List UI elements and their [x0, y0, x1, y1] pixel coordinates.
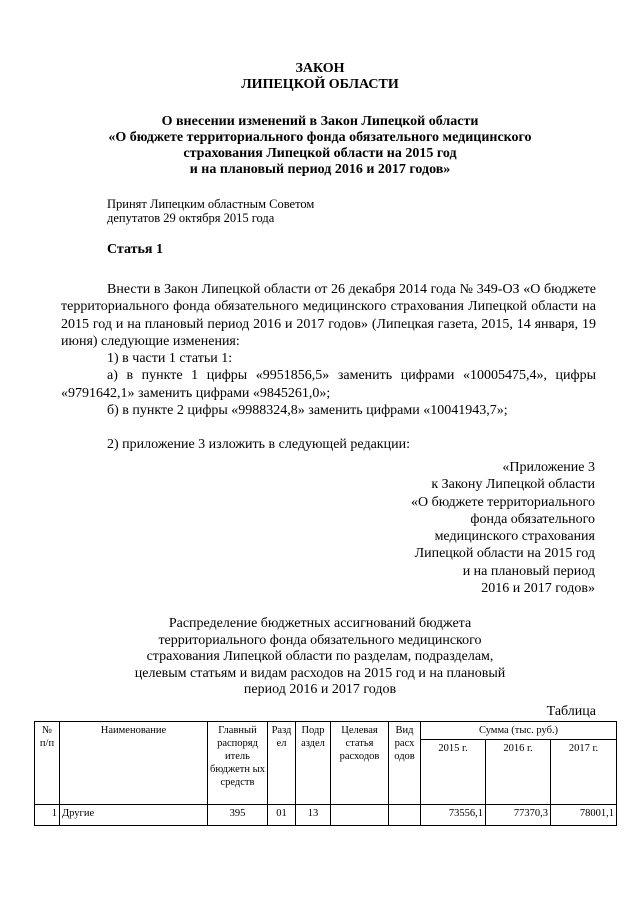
cell-section: 01: [268, 805, 296, 826]
header-2016: 2016 г.: [486, 740, 551, 805]
adoption-note: [107, 197, 314, 225]
header-subsection: Подр аздел: [296, 722, 331, 805]
adoption-line1: Принят Липецким областным Советом: [107, 197, 315, 211]
appendix-line7: и на плановый период: [462, 563, 595, 579]
law-subtitle-line2: «О бюджете территориального фонда обязательного медицинского: [108, 130, 532, 145]
header-chief: Главный распоряд итель бюджетн ых средств: [208, 722, 268, 805]
article-body: [61, 281, 596, 454]
distribution-line1: Распределение бюджетных ассигнований бюджета: [168, 616, 472, 631]
cell-kind: [389, 805, 421, 826]
article-item-2: 2) приложение 3 изложить в следующей редакции:: [107, 437, 410, 453]
appendix-line8: 2016 и 2017 годов»: [481, 581, 595, 597]
article-intro: Внести в Закон Липецкой области от 26 декабря 2014 года № 349-ОЗ «О бюджете территориального фонда обязательного медицинского страхования Липецкой области на 2015 год и на плановый период 2016 и 2017 годов» (Липецкая газета, 2015, 14 января, 19 июня) следующие изменения:: [61, 282, 596, 349]
cell-num: 1: [35, 805, 60, 826]
table-label: Таблица: [546, 704, 596, 719]
distribution-title: [0, 616, 640, 699]
header-sum: Сумма (тыс. руб.): [421, 722, 617, 740]
appendix-line3: «О бюджете территориального: [411, 494, 595, 510]
article-item-1a: а) в пункте 1 цифры «9951856,5» заменить цифрами «10005475,4», цифры «9791642,1» заменить цифрами «9845261,0»;: [61, 368, 596, 401]
cell-2016: 77370,3: [486, 805, 551, 826]
distribution-line2: территориального фонда обязательного медицинского: [158, 632, 482, 648]
article-heading: Статья 1: [107, 242, 163, 257]
appendix-line2: к Закону Липецкой области: [431, 477, 595, 493]
cell-name: Другие: [60, 805, 208, 826]
law-title: [0, 61, 640, 93]
appendix-line6: Липецкой области на 2015 год: [414, 546, 595, 562]
law-subtitle-line1: О внесении изменений в Закон Липецкой области: [161, 114, 479, 129]
distribution-line5: период 2016 и 2017 годов: [243, 682, 397, 697]
header-num: № п/п: [35, 722, 60, 805]
table-header-row: [35, 722, 617, 740]
distribution-line3: страхования Липецкой области по разделам, подразделам,: [146, 649, 494, 664]
header-2015: 2015 г.: [421, 740, 486, 805]
law-subtitle-line4: и на плановый период 2016 и 2017 годов»: [189, 162, 451, 177]
law-title-line1: ЗАКОН: [295, 61, 345, 76]
cell-2017: 78001,1: [551, 805, 617, 826]
cell-target: [331, 805, 389, 826]
article-item-1b: б) в пункте 2 цифры «9988324,8» заменить цифрами «10041943,7»;: [107, 403, 508, 419]
cell-subsection: 13: [296, 805, 331, 826]
header-2017: 2017 г.: [551, 740, 617, 805]
law-subtitle: [0, 114, 640, 178]
appendix-line4: фонда обязательного: [470, 511, 595, 527]
cell-2015: 73556,1: [421, 805, 486, 826]
distribution-line4: целевым статьям и видам расходов на 2015 год и на плановый: [134, 665, 506, 681]
adoption-line2: депутатов 29 октября 2015 года: [107, 211, 275, 225]
cell-chief: 395: [208, 805, 268, 826]
header-target: Целевая статья расходов: [331, 722, 389, 805]
header-name: Наименование: [60, 722, 208, 805]
appendix-line5: медицинского страхования: [434, 529, 595, 545]
appendix-caption: [411, 459, 595, 597]
table-row: [35, 805, 617, 826]
header-section: Разд ел: [268, 722, 296, 805]
law-subtitle-line3: страхования Липецкой области на 2015 год: [183, 146, 457, 161]
appendix-line1: «Приложение 3: [502, 460, 595, 475]
header-kind: Вид расх одов: [389, 722, 421, 805]
budget-table: [34, 721, 617, 826]
paragraph-gap: [61, 419, 596, 436]
article-item-1: 1) в части 1 статьи 1:: [107, 351, 233, 367]
law-title-line2: ЛИПЕЦКОЙ ОБЛАСТИ: [241, 77, 399, 92]
